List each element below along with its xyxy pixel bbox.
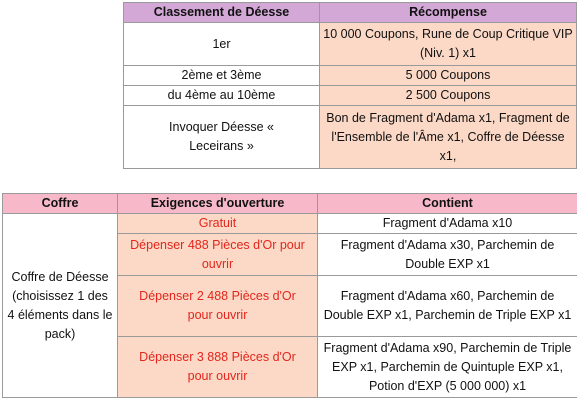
header-contient: Contient [318, 194, 577, 214]
ranking-header-row [124, 3, 577, 23]
reward-cell: 5 000 Coupons [320, 66, 577, 86]
requirement-cell: Dépenser 3 888 Pièces d'Or pour ouvrir [118, 337, 318, 398]
reward-cell: 2 500 Coupons [320, 86, 577, 106]
table-row [124, 106, 577, 169]
header-classement: Classement de Déesse [124, 3, 320, 23]
reward-cell: 10 000 Coupons, Rune de Coup Critique VIP (Niv. 1) x1 [320, 23, 577, 66]
rank-cell: 1er [124, 23, 320, 66]
contents-cell: Fragment d'Adama x10 [318, 214, 577, 234]
rank-cell: du 4ème au 10ème [124, 86, 320, 106]
table-row [124, 86, 577, 106]
chest-header-row [3, 194, 577, 214]
contents-cell: Fragment d'Adama x30, Parchemin de Double EXP x1 [318, 234, 577, 276]
ranking-table [123, 2, 577, 169]
requirement-cell: Dépenser 2 488 Pièces d'Or pour ouvrir [118, 276, 318, 337]
reward-cell: Bon de Fragment d'Adama x1, Fragment de l'Ensemble de l'Âme x1, Coffre de Déesse x1, [320, 106, 577, 169]
header-exigences: Exigences d'ouverture [118, 194, 318, 214]
header-recompense: Récompense [320, 3, 577, 23]
rank-cell: 2ème et 3ème [124, 66, 320, 86]
chest-name-cell: Coffre de Déesse (choisissez 1 des 4 éléments dans le pack) [3, 214, 118, 398]
table-row [124, 66, 577, 86]
table-row [124, 23, 577, 66]
requirement-cell: Dépenser 488 Pièces d'Or pour ouvrir [118, 234, 318, 276]
contents-cell: Fragment d'Adama x60, Parchemin de Double EXP x1, Parchemin de Triple EXP x1 [318, 276, 577, 337]
contents-cell: Fragment d'Adama x90, Parchemin de Triple EXP x1, Parchemin de Quintuple EXP x1, Potion d'EXP (5 000 000) x1 [318, 337, 577, 398]
table-row [3, 214, 577, 234]
chest-table [2, 193, 577, 398]
header-coffre: Coffre [3, 194, 118, 214]
rank-cell: Invoquer Déesse « Leceirans » [124, 106, 320, 169]
requirement-cell: Gratuit [118, 214, 318, 234]
